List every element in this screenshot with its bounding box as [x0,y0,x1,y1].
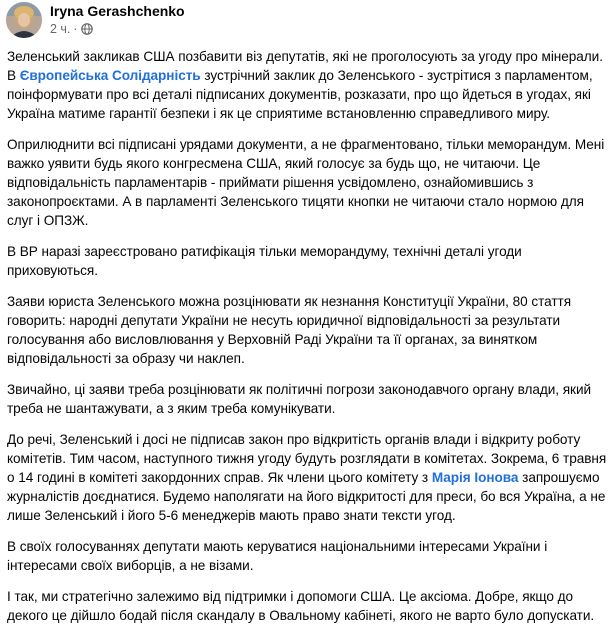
avatar[interactable] [6,2,42,38]
post-paragraph-4: Заяви юриста Зеленського можна розцінювати як незнання Конституції України, 80 стаття говорить: народні депутати України не несуть юридичної відповідальності за результати голосування або висловлювання у Верховній Раді України та її органах, за винятком відповідальності за образу чи наклеп. [7,294,572,366]
post-paragraph-2: Оприлюднити всі підписані урядами документи, а не фрагментовано, тільки меморандум. Мені важко уявити будь якого конгресмена США, який голосує за будь що, не читаючи. Це відповідальність парламентарів - приймати рішення усвідомлено, ознайомившись з законопроєктами. А в парламенті Зеленського тицяти кнопки не читаючи стало нормою для слуг і ОПЗЖ. [7,137,605,228]
post-paragraph-8: І так, ми стратегічно залежимо від підтримки і допомоги США. Це аксіома. Добре, якщо до декого це дійшло бодай після скандалу в Овальному кабінеті, якого не варто було допускати. [7,589,595,623]
mention-link-european-solidarity[interactable]: Європейська Солідарність [19,68,201,83]
author-name[interactable]: Iryna Gerashchenko [50,3,185,19]
post-paragraph-1-post: зустрічний заклик до Зеленського - зустрітися з парламентом, поінформувати про всі деталі підписаних документів, розказати, про що йдеться в угодах, які Україна матиме гарантії безпеки і як це сприятиме встановленню справедливого миру. [7,68,593,121]
post-paragraph-5: Звичайно, ці заяви треба розцінювати як політичні погрози законодавчого органу влади, який треба не шантажувати, а з яким треба комунікувати. [7,382,592,416]
post-paragraph-1-pre: В [7,68,20,83]
post-time[interactable]: 2 ч. [50,22,71,36]
globe-icon[interactable] [81,23,93,35]
post-paragraph-6 [7,430,609,525]
mention-link-maria-ionova[interactable]: Марія Іонова [431,470,519,485]
post-body [7,47,609,637]
post-paragraph-3: В ВР наразі зареєстровано ратифікація тільки меморандуму, технічні деталі угоди приховуються. [7,244,522,278]
post-paragraph-6-post: запрошуємо журналістів доєднатися. Будемо наполягати на його відкритості для преси, бо вся Україна, а не лише Зеленський і його 5-6 менеджерів мають право знати тексти угод. [7,470,606,523]
meta-separator: · [73,22,78,36]
post-paragraph-1-line-1: Зеленський закликав США позбавити віз депутатів, які не проголосують за угоду про мінерали. [7,49,603,64]
post-meta [50,22,93,36]
post-paragraph-6-pre: До речі, Зеленський і досі не підписав закон про відкритість органів влади і відкриту роботу комітетів. Тим часом, наступного тижня угоду будуть розглядати в комітетах. Зокрема, 6 травня о 14 годині в комітеті закордонних справ. Як члени цього комітету з [7,432,607,485]
post-header [0,0,616,40]
post-paragraph-1 [7,47,609,123]
post-paragraph-7: В своїх голосуваннях депутати мають керуватися національними інтересами України і інтересами своїх виборців, а не візами. [7,539,548,573]
